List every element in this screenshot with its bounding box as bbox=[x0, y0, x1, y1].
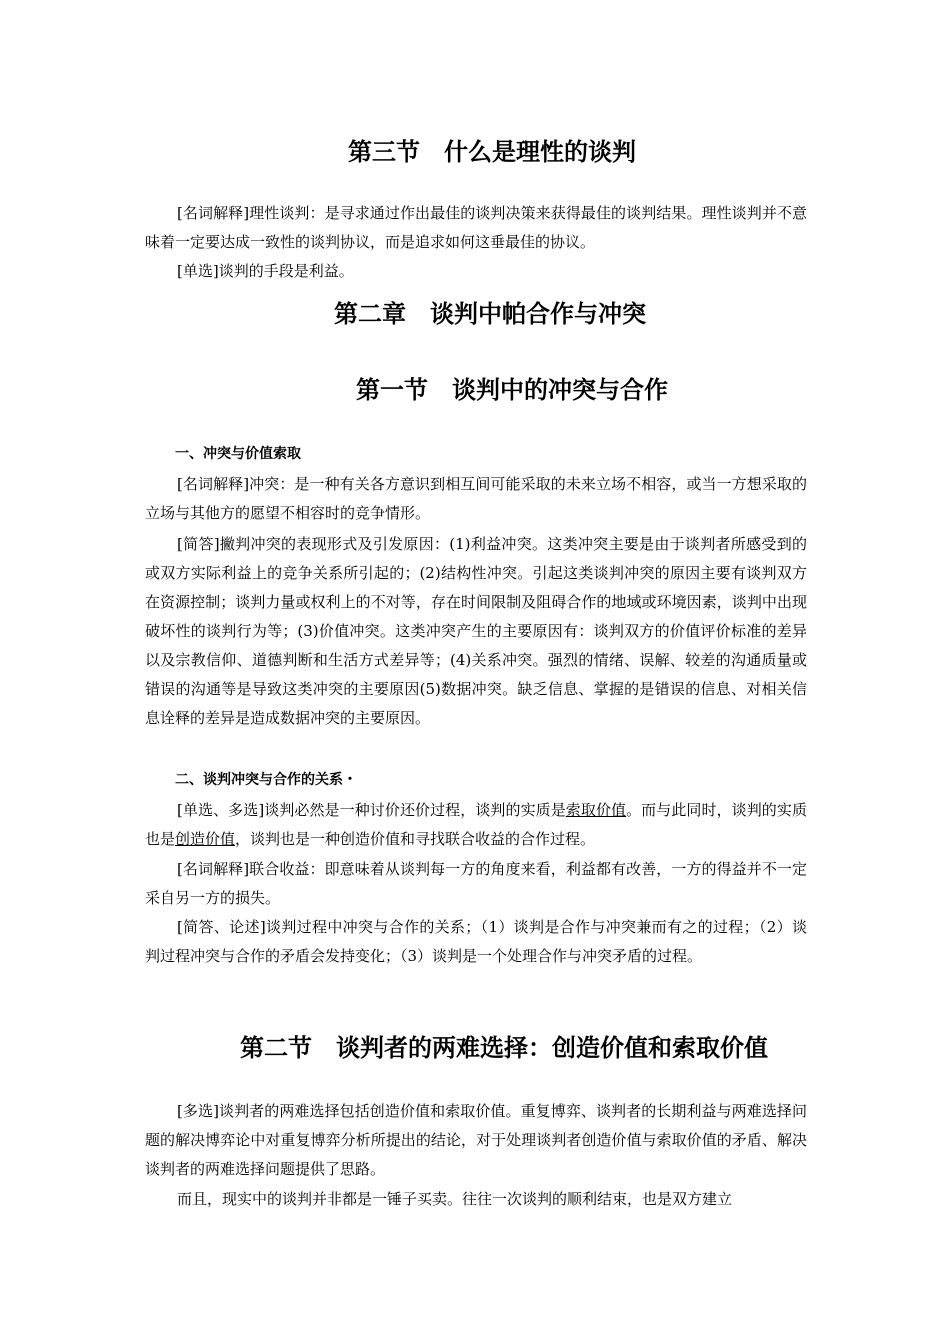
text-segment: 。而与此同时，谈判的实质也是 bbox=[145, 801, 807, 848]
section-title-rational-negotiation: 第三节 什么是理性的谈判 bbox=[348, 138, 636, 166]
underlined-term-create-value: 创造价值 bbox=[175, 830, 236, 848]
section-title-conflict-cooperation: 第一节 谈判中的冲突与合作 bbox=[356, 376, 668, 404]
paragraph-conflict-forms: [简答]撇判冲突的表现形式及引发原因：(1)利益冲突。这类冲突主要是由于谈判者所感受到的或双方实际利益上的竞争关系所引起的；(2)结构性冲突。引起这类谈判冲突的原因主要有谈判双方在资源控制；谈判力量或权利上的不对等，存在时间限制及阻碍合作的地域或环境因素，谈判中出现破坏性的谈判行为等；(3)价值冲突。这类冲突产生的主要原因有：谈判双方的价值评价标准的差异以及宗教信仰、道德判断和生活方式差异等；(4)关系冲突。强烈的情绪、误解、较差的沟通质量或错误的沟通等是导致这类冲突的主要原因(5)数据冲突。缺乏信息、掌握的是错误的信息、对相关信息诠释的差异是造成数据冲突的主要原因。 bbox=[145, 535, 807, 727]
paragraph-joint-gain: [名词解释]联合收益：即意味着从谈判每一方的角度来看，利益都有改善，一方的得益并不一定采自另一方的损失。 bbox=[145, 860, 807, 907]
paragraph-dilemma: [多选]谈判者的两难选择包括创造价值和索取价值。重复博弈、谈判者的长期利益与两难选择问题的解决博弈论中对重复博弈分析所提出的结论，对于处理谈判者创造价值与索取价值的矛盾、解决谈判者的两难选择问题提供了思路。 bbox=[145, 1102, 807, 1178]
subheading-conflict-cooperation-relation: 二、谈判冲突与合作的关系・ bbox=[175, 772, 357, 788]
section-title-dilemma: 第二节 谈判者的两难选择：创造价值和索取价值 bbox=[240, 1034, 768, 1062]
text-segment: [单选、多选]谈判必然是一种讨价还价过程，谈判的实质是 bbox=[177, 801, 566, 819]
text-segment: ，谈判也是一种创造价值和寻找联合收益的合作过程。 bbox=[235, 830, 596, 848]
underlined-term-claim-value: 索取价值 bbox=[565, 801, 627, 819]
paragraph-negotiation-nature bbox=[145, 796, 807, 854]
paragraph-single-choice: [单选]谈判的手段是利益。 bbox=[177, 262, 354, 280]
paragraph-reality: 而且，现实中的谈判并非都是一锤子买卖。往往一次谈判的顺利结束，也是双方建立 bbox=[177, 1190, 733, 1208]
subheading-conflict-value: 一、冲突与价值索取 bbox=[175, 446, 301, 462]
paragraph-rational-definition: [名词解释]理性谈判：是寻求通过作出最佳的谈判决策来获得最佳的谈判结果。理性谈判并不意味着一定要达成一致性的谈判协议，而是追求如何这垂最佳的协议。 bbox=[145, 204, 807, 251]
chapter-title: 第二章 谈判中帕合作与冲突 bbox=[334, 300, 646, 328]
paragraph-conflict-definition: [名词解释]冲突：是一种有关各方意识到相互间可能采取的未来立场不相容，或当一方想采取的立场与其他方的愿望不相容时的竞争情形。 bbox=[145, 475, 807, 522]
paragraph-relation: [简答、论述]谈判过程中冲突与合作的关系；（1）谈判是合作与冲突兼而有之的过程；（2）谈判过程冲突与合作的矛盾会发持变化；（3）谈判是一个处理合作与冲突矛盾的过程。 bbox=[145, 918, 807, 965]
